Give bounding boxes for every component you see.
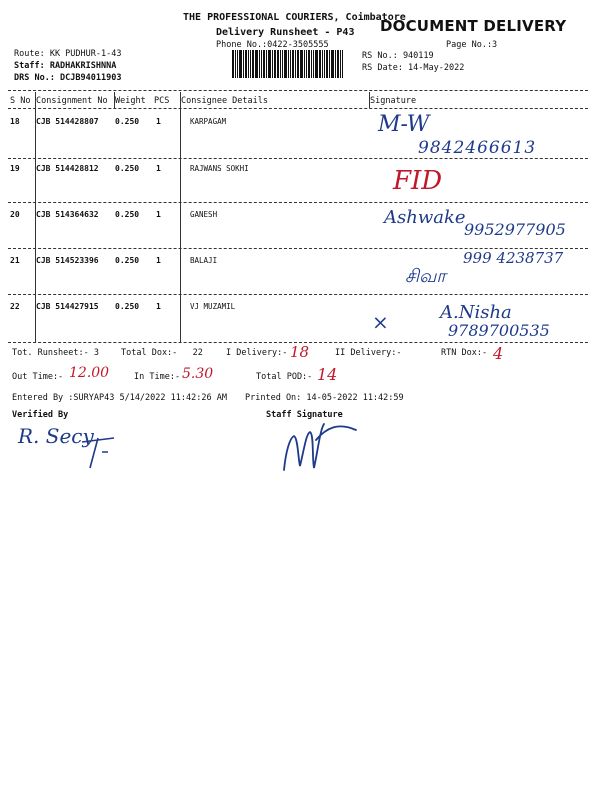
signature-handwriting: Ashwake: [384, 207, 466, 228]
row-weight: 0.250: [115, 117, 140, 126]
row-consignment: CJB 514428812: [36, 164, 99, 173]
row-sno: 19: [10, 164, 20, 173]
barcode-bar: [326, 50, 328, 78]
row-pcs: 1: [156, 210, 161, 219]
barcode-bar: [304, 50, 305, 78]
barcode-bar: [274, 50, 276, 78]
row-pcs: 1: [156, 164, 161, 173]
row-consignment: CJB 514428807: [36, 117, 99, 126]
row-consignee: KARPAGAM: [190, 117, 227, 126]
row-pcs: 1: [156, 256, 161, 265]
verified-signature: R. Secy: [18, 424, 94, 448]
barcode-bar: [245, 50, 247, 78]
barcode-bar: [313, 50, 314, 78]
row-sno: 21: [10, 256, 20, 265]
barcode-bar: [329, 50, 330, 78]
in-time-value: 5.30: [182, 366, 214, 382]
signature-handwriting: A.Nisha: [440, 302, 512, 323]
barcode-bar: [340, 50, 341, 78]
row-divider: [8, 294, 588, 295]
barcode-bar: [282, 50, 283, 78]
barcode-bar: [337, 50, 339, 78]
barcode: [232, 50, 350, 78]
staff-signature: [280, 410, 370, 475]
barcode-bar: [243, 50, 244, 78]
rs-number: RS No.: 940119: [362, 51, 434, 61]
col-weight: Weight: [115, 96, 146, 106]
table-top-divider: [8, 90, 588, 91]
signature-phone: 9952977905: [464, 220, 566, 239]
barcode-bar: [266, 50, 267, 78]
rs-date: RS Date: 14-May-2022: [362, 63, 465, 73]
signature-handwriting: FID: [393, 166, 443, 196]
signature-phone: 9789700535: [448, 321, 550, 340]
col-sno: S No: [10, 96, 31, 106]
barcode-bar: [239, 50, 242, 78]
row-sno: 22: [10, 302, 20, 311]
signature-cross-mark: ×: [372, 310, 389, 334]
signature-handwriting: M-W: [378, 112, 430, 137]
barcode-bar: [295, 50, 296, 78]
document-type: DOCUMENT DELIVERY: [380, 17, 567, 35]
barcode-bar: [237, 50, 238, 78]
row-sno: 18: [10, 117, 20, 126]
row-weight: 0.250: [115, 164, 140, 173]
row-sno: 20: [10, 210, 20, 219]
signature-phone: 9842466613: [418, 138, 537, 158]
table-header-divider: [8, 108, 588, 109]
barcode-bar: [324, 50, 325, 78]
signature-handwriting: சிவா: [405, 266, 446, 287]
in-time-label: In Time:-: [134, 372, 181, 382]
barcode-bar: [331, 50, 334, 78]
barcode-bar: [300, 50, 303, 78]
signature-phone: 999 4238737: [463, 249, 564, 267]
route-label: Route: KK PUDHUR-1-43: [14, 49, 122, 59]
barcode-bar: [261, 50, 262, 78]
barcode-bar: [297, 50, 299, 78]
phone-number: Phone No.:0422-3505555: [216, 40, 329, 50]
row-pcs: 1: [156, 302, 161, 311]
barcode-bar: [306, 50, 307, 78]
row-consignee: BALAJI: [190, 256, 218, 265]
page-number: Page No.:3: [446, 40, 498, 50]
barcode-bar: [288, 50, 289, 78]
barcode-bar: [342, 50, 343, 78]
barcode-bar: [263, 50, 265, 78]
rtn-dox-value: 4: [493, 344, 504, 363]
barcode-bar: [308, 50, 310, 78]
row-consignee: RAJWANS SOKHI: [190, 164, 249, 173]
col-consignee: Consignee Details: [181, 96, 268, 106]
barcode-bar: [290, 50, 291, 78]
row-pcs: 1: [156, 117, 161, 126]
barcode-bar: [268, 50, 271, 78]
barcode-bar: [272, 50, 273, 78]
barcode-bar: [235, 50, 236, 78]
row-divider: [8, 202, 588, 203]
row-consignee: GANESH: [190, 210, 218, 219]
barcode-bar: [232, 50, 234, 78]
barcode-bar: [255, 50, 258, 78]
barcode-bar: [315, 50, 318, 78]
row-consignment: CJB 514523396: [36, 256, 99, 265]
col-signature: Signature: [370, 96, 417, 106]
verified-signature-flourish: [80, 428, 120, 473]
runsheet-title: Delivery Runsheet - P43: [216, 27, 355, 38]
barcode-bar: [277, 50, 279, 78]
barcode-bar: [292, 50, 294, 78]
total-pod-value: 14: [317, 365, 338, 384]
row-divider: [8, 158, 588, 159]
barcode-bar: [280, 50, 281, 78]
row-consignment: CJB 514364632: [36, 210, 99, 219]
barcode-bar: [322, 50, 323, 78]
printed-on: Printed On: 14-05-2022 11:42:59: [245, 393, 404, 403]
barcode-bar: [284, 50, 287, 78]
total-dox: Total Dox:- 22: [121, 348, 203, 358]
table-vrule: [114, 92, 115, 108]
barcode-bar: [335, 50, 336, 78]
company-name: THE PROFESSIONAL COURIERS, Coimbatore: [183, 12, 406, 23]
drs-number: DRS No.: DCJB94011903: [14, 73, 122, 83]
out-time-label: Out Time:-: [12, 372, 64, 382]
table-vrule: [369, 92, 370, 108]
row-weight: 0.250: [115, 210, 140, 219]
ii-delivery-label: II Delivery:-: [335, 348, 402, 358]
row-weight: 0.250: [115, 256, 140, 265]
row-consignment: CJB 514427915: [36, 302, 99, 311]
row-consignee: VJ MUZAMIL: [190, 302, 236, 311]
verified-by-label: Verified By: [12, 410, 69, 420]
col-consignment: Consignment No: [36, 96, 108, 106]
total-pod-label: Total POD:-: [256, 372, 313, 382]
barcode-bar: [248, 50, 249, 78]
table-vrule: [180, 92, 181, 342]
barcode-bar: [311, 50, 312, 78]
col-pcs: PCS: [154, 96, 170, 106]
rtn-dox-label: RTN Dox:-: [441, 348, 488, 358]
barcode-bar: [252, 50, 254, 78]
barcode-bar: [259, 50, 260, 78]
i-delivery-value: 18: [290, 343, 310, 361]
total-runsheet: Tot. Runsheet:- 3: [12, 348, 99, 358]
staff-signature-label: Staff Signature: [266, 410, 343, 420]
i-delivery-label: I Delivery:-: [226, 348, 288, 358]
row-weight: 0.250: [115, 302, 140, 311]
barcode-bar: [250, 50, 251, 78]
barcode-bar: [319, 50, 321, 78]
out-time-value: 12.00: [69, 365, 110, 381]
entered-by: Entered By :SURYAP43 5/14/2022 11:42:26 AM: [12, 393, 227, 403]
staff-label: Staff: RADHAKRISHNNA: [14, 61, 117, 71]
